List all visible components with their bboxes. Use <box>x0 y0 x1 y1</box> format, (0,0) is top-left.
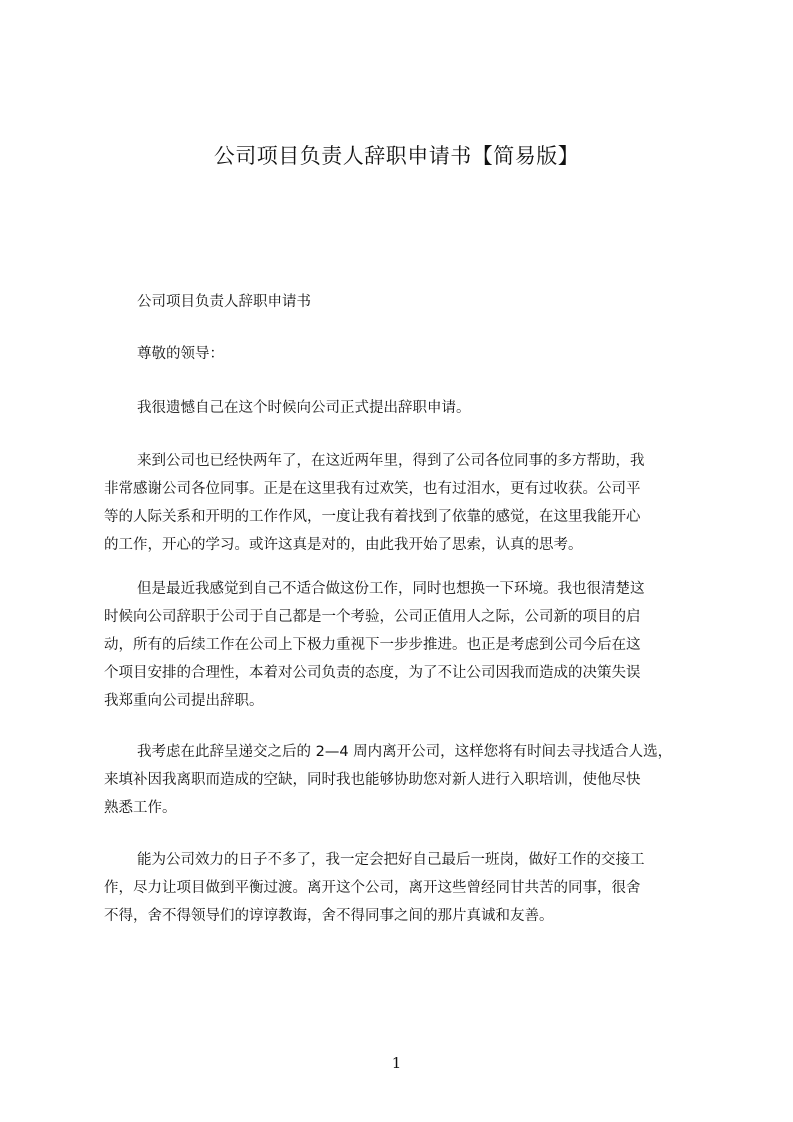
paragraph-1 <box>104 447 702 559</box>
paragraph-4-line: 能为公司效力的日子不多了，我一定会把好自己最后一班岗，做好工作的交接工 <box>137 852 645 868</box>
paragraph-2-line: 时候向公司辞职于公司于自己都是一个考验，公司正值用人之际，公司新的项目的启 <box>104 609 641 625</box>
paragraph-4-line: 不得，舍不得领导们的谆谆教诲，舍不得同事之间的那片真诚和友善。 <box>104 908 554 924</box>
paragraph-2-line: 动，所有的后续工作在公司上下极力重视下一步步推进。也正是考虑到公司今后在这 <box>104 637 641 653</box>
salutation-text: 尊敬的领导： <box>137 346 224 362</box>
paragraph-3 <box>104 738 702 822</box>
paragraph-3-line: 我考虑在此辞呈递交之后的 2—4 周内离开公司，这样您将有时间去寻找适合人选， <box>137 744 673 760</box>
paragraph-2 <box>104 575 702 715</box>
paragraph-1-line: 的工作，开心的学习。或许这真是对的，由此我开始了思索，认真的思考。 <box>104 537 583 553</box>
document-title: 公司项目负责人辞职申请书【简易版】 <box>213 144 580 168</box>
paragraph-3-line: 熟悉工作。 <box>104 800 177 816</box>
letter-subtitle-text: 公司项目负责人辞职申请书 <box>137 294 311 310</box>
salutation <box>104 340 702 368</box>
intro-paragraph <box>104 394 702 422</box>
paragraph-2-line: 但是最近我感觉到自己不适合做这份工作，同时也想换一下环境。我也很清楚这 <box>137 581 645 597</box>
paragraph-1-line: 非常感谢公司各位同事。正是在这里我有过欢笑，也有过泪水，更有过收获。公司平 <box>104 481 641 497</box>
paragraph-1-line: 来到公司也已经快两年了，在这近两年里，得到了公司各位同事的多方帮助，我 <box>137 453 645 469</box>
intro-text: 我很遗憾自己在这个时候向公司正式提出辞职申请。 <box>137 400 471 416</box>
paragraph-2-line: 个项目安排的合理性，本着对公司负责的态度，为了不让公司因我而造成的决策失误 <box>104 665 641 681</box>
paragraph-2-line: 我郑重向公司提出辞职。 <box>104 693 264 709</box>
paragraph-3-line: 来填补因我离职而造成的空缺，同时我也能够协助您对新人进行入职培训，使他尽快 <box>104 772 641 788</box>
paragraph-1-line: 等的人际关系和开明的工作作风，一度让我有着找到了依靠的感觉，在这里我能开心 <box>104 509 641 525</box>
paragraph-4-line: 作，尽力让项目做到平衡过渡。离开这个公司，离开这些曾经同甘共苦的同事，很舍 <box>104 880 641 896</box>
letter-subtitle <box>104 288 702 316</box>
page-number: 1 <box>391 1054 402 1072</box>
paragraph-4 <box>104 846 702 930</box>
